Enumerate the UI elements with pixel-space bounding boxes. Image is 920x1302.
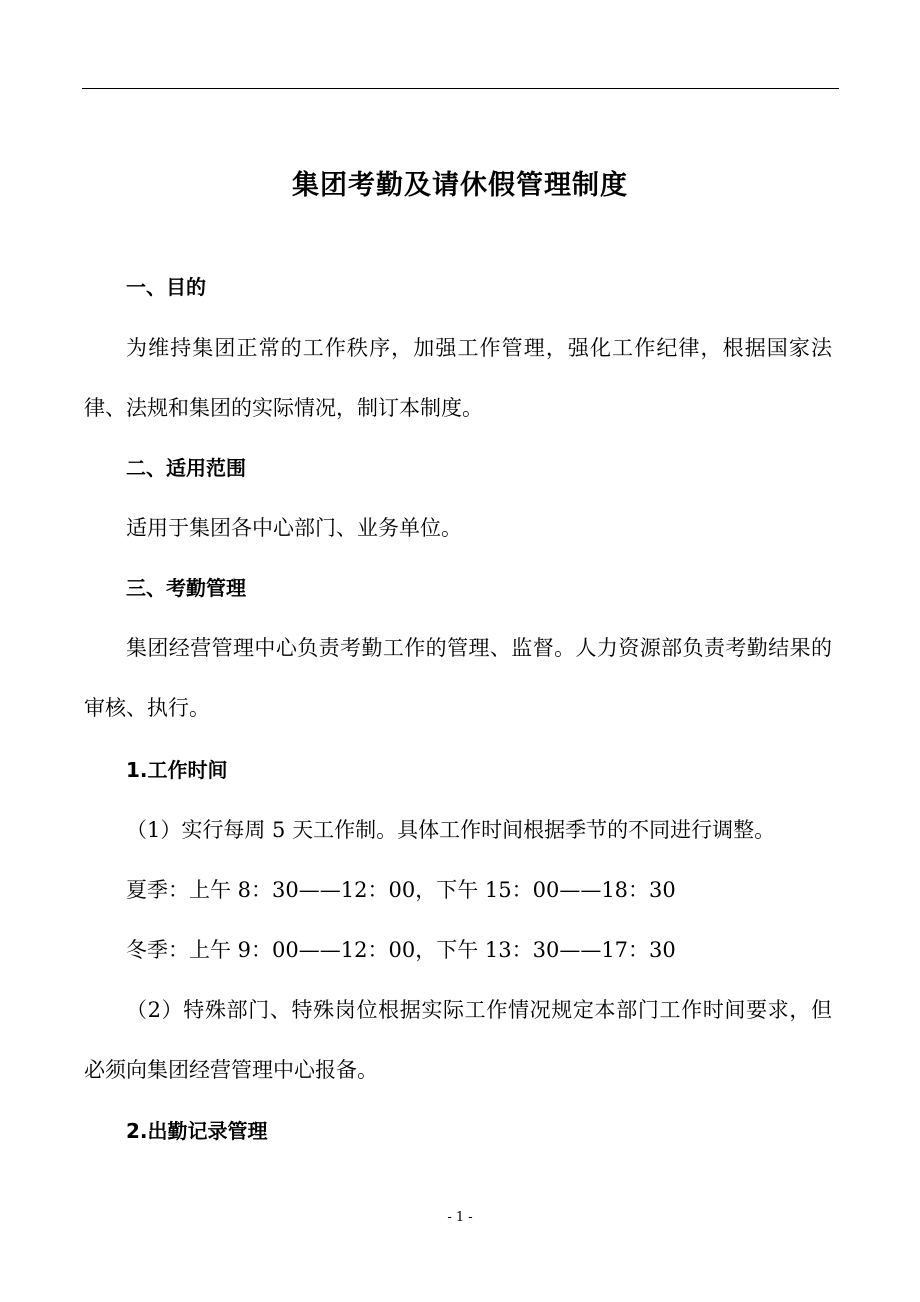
section-body-scope: 适用于集团各中心部门、业务单位。 (126, 516, 462, 540)
work-hours-item-1: （1）实行每周 5 天工作制。具体工作时间根据季节的不同进行调整。 (126, 818, 776, 842)
section-body-purpose: 为维持集团正常的工作秩序，加强工作管理，强化工作纪律，根据国家法律、法规和集团的实际情况，制订本制度。 (84, 336, 832, 420)
section-heading-attendance: 三、考勤管理 (126, 576, 246, 600)
section-heading-scope: 二、适用范围 (126, 456, 246, 480)
document-title: 集团考勤及请休假管理制度 (292, 170, 628, 201)
winter-hours: 冬季：上午 9：00——12：00，下午 13：30——17：30 (126, 938, 676, 962)
work-hours-item-2: （2）特殊部门、特殊岗位根据实际工作情况规定本部门工作时间要求，但必须向集团经营管理中心报备。 (84, 998, 832, 1082)
section-body-attendance: 集团经营管理中心负责考勤工作的管理、监督。人力资源部负责考勤结果的审核、执行。 (84, 636, 832, 720)
section-heading-purpose: 一、目的 (126, 275, 206, 299)
header-rule (82, 88, 839, 89)
summer-hours: 夏季：上午 8：30——12：00，下午 15：00——18：30 (126, 878, 676, 902)
subsection-heading-work-hours: 1.工作时间 (126, 758, 228, 782)
subsection-heading-attendance-records: 2.出勤记录管理 (126, 1119, 268, 1143)
page-number: - 1 - (447, 1210, 473, 1225)
